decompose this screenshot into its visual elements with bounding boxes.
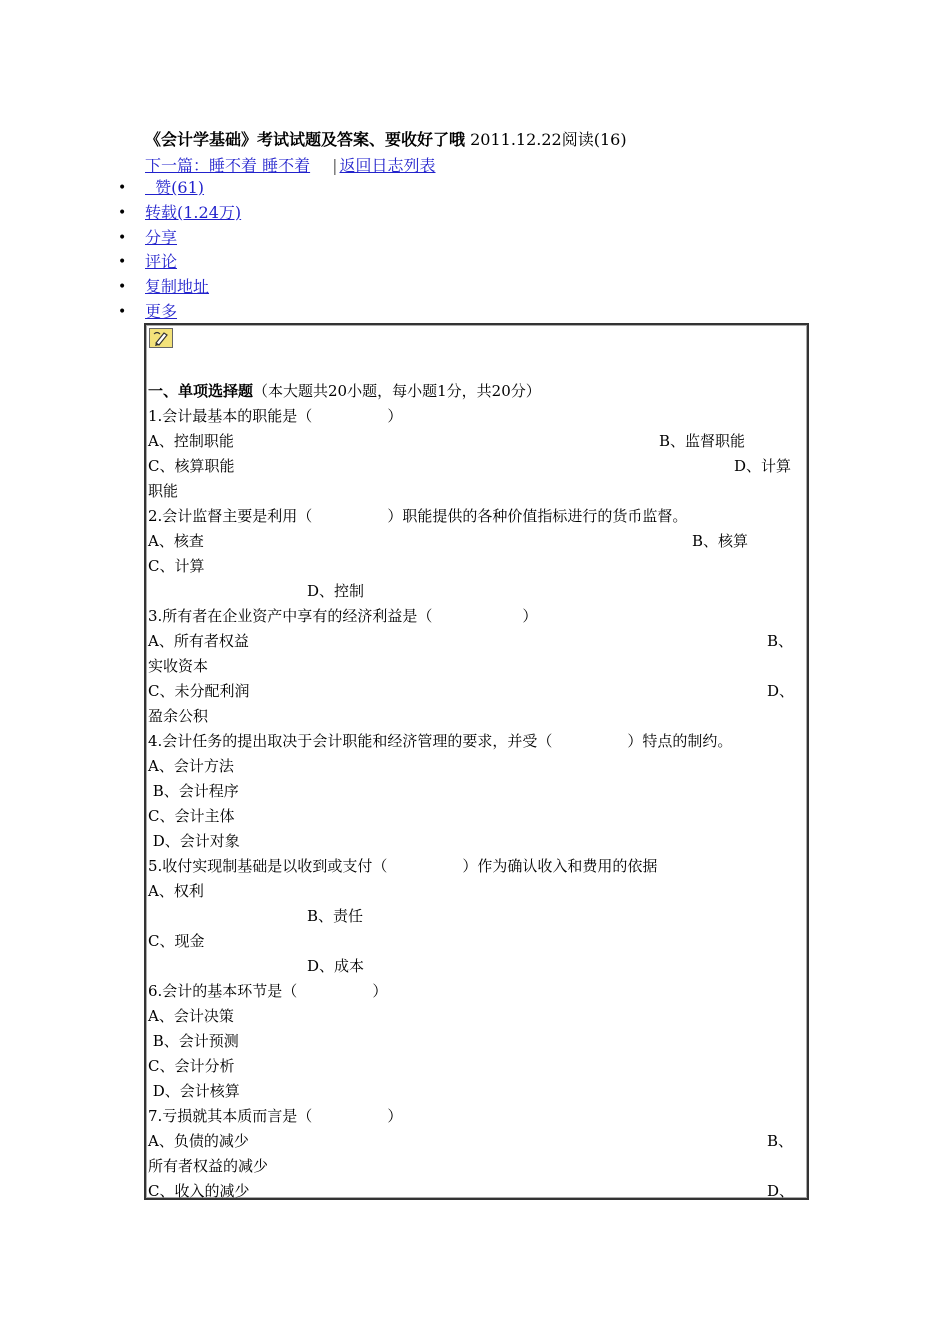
edit-pencil-icon[interactable] [149,328,173,348]
question-4: 4.会计任务的提出取决于会计职能和经济管理的要求，并受（ ）特点的制约。 [148,732,733,750]
post-header [145,127,627,150]
option-a: A、会计方法 [148,757,234,775]
repost-link[interactable]: 转载(1.24万) [145,202,242,222]
option-b: B、核算 [692,532,749,550]
post-title: 《会计学基础》考试试题及答案、要收好了哦 [145,130,466,149]
list-item [145,227,241,252]
option-d: D、控制 [307,582,365,600]
back-to-list-link[interactable]: 返回日志列表 [339,156,436,175]
option-d: D、会计对象 [148,832,240,850]
option-d-continued: 盈余公积 [148,707,209,725]
option-a: A、所有者权益 [148,632,249,650]
option-d: D、 [767,1182,795,1200]
option-c: C、核算职能 [148,457,235,475]
option-d: D、计算 [734,457,792,475]
option-b: B、监督职能 [659,432,746,450]
share-link[interactable]: 分享 [145,227,178,247]
comment-link[interactable]: 评论 [145,252,178,272]
post-navigation [145,153,436,176]
section-heading [148,381,541,401]
option-d: D、成本 [307,957,365,975]
option-a: A、核查 [148,532,204,550]
option-b-continued: 所有者权益的减少 [148,1157,269,1175]
option-b-continued: 实收资本 [148,657,209,675]
post-actions-list [145,177,241,326]
option-a: A、负债的减少 [148,1132,249,1150]
question-7: 7.亏损就其本质而言是（ ） [148,1107,403,1125]
question-1: 1.会计最基本的职能是（ ） [148,407,403,425]
list-item [145,276,241,301]
option-b: B、会计预测 [148,1032,239,1050]
list-item [145,202,241,227]
option-c: C、会计分析 [148,1057,235,1075]
section-title: 一、单项选择题 [148,382,254,400]
option-b: B、 [767,632,794,650]
option-c: C、会计主体 [148,807,235,825]
like-link[interactable]: 赞(61) [145,178,205,197]
option-c: C、未分配利润 [148,682,250,700]
option-c: C、收入的减少 [148,1182,250,1200]
option-b: B、责任 [307,907,364,925]
more-link[interactable]: 更多 [145,301,178,321]
section-note: （本大题共20小题，每小题1分，共20分） [253,382,541,400]
option-c: C、现金 [148,932,205,950]
option-d: D、 [767,682,795,700]
next-post-link[interactable]: 下一篇：睡不着 睡不着 [145,156,311,175]
option-b: B、 [767,1132,794,1150]
post-date-reads: 2011.12.22阅读(16) [465,130,627,149]
option-b: B、会计程序 [148,782,239,800]
question-5: 5.收付实现制基础是以收到或支付（ ）作为确认收入和费用的依据 [148,857,658,875]
question-2: 2.会计监督主要是利用（ ）职能提供的各种价值指标进行的货币监督。 [148,507,688,525]
pencil-glyph [152,330,170,346]
list-item [145,251,241,276]
option-a: A、权利 [148,882,204,900]
copy-address-link[interactable]: 复制地址 [145,277,210,297]
question-6: 6.会计的基本环节是（ ） [148,982,388,1000]
option-d: D、会计核算 [148,1082,240,1100]
option-a: A、控制职能 [148,432,234,450]
list-item [145,177,241,202]
option-a: A、会计决策 [148,1007,234,1025]
nav-separator: | [332,156,338,175]
option-c: C、计算 [148,557,205,575]
question-3: 3.所有者在企业资产中享有的经济利益是（ ） [148,607,538,625]
article-content-box [144,323,809,1200]
option-d-continued: 职能 [148,482,179,500]
